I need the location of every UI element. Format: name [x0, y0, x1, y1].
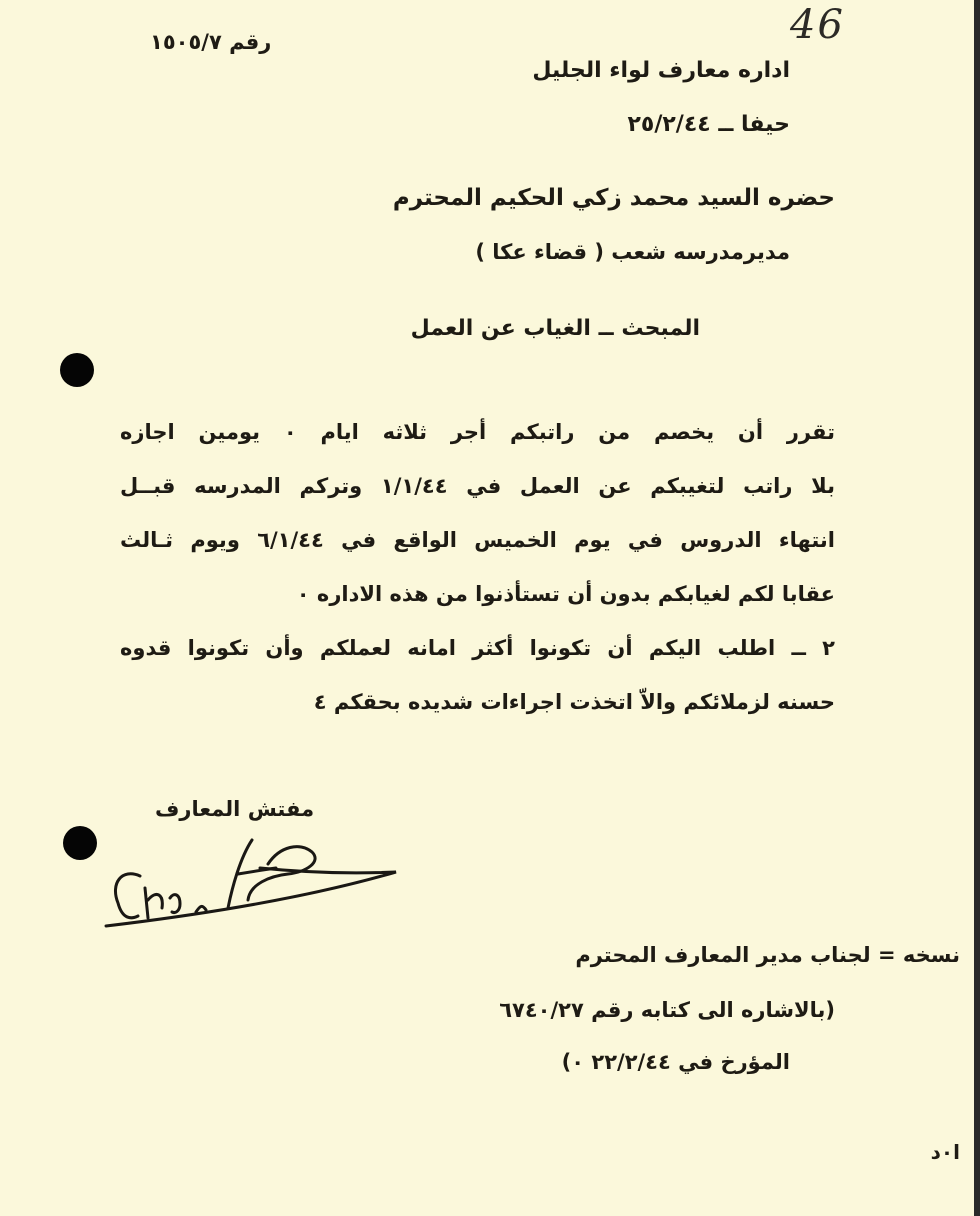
- body-line: انتهاء الدروس في يوم الخميس الواقع في ٦/١/٤٤ ويوم ثـالث: [120, 528, 835, 552]
- addressee-name: حضره السيد محمد زكي الحكيم المحترم: [392, 185, 835, 211]
- scan-edge: [974, 0, 980, 1216]
- copy-date: المؤرخ في ٢٢/٢/٤٤ ٠): [561, 1050, 790, 1074]
- body-line: ٢ ــ اطلب اليكم أن تكونوا أكثر امانه لعملكم وأن تكونوا قدوه: [120, 636, 835, 660]
- signer-title: مفتش المعارف: [155, 797, 315, 821]
- place-date: حيفا ــ ٢٥/٢/٤٤: [627, 112, 790, 137]
- handwritten-signature: [100, 828, 400, 938]
- subject-line: المبحث ــ الغياب عن العمل: [410, 316, 700, 341]
- reference-number: رقم ١٥٠٥/٧: [150, 30, 272, 54]
- department-name: اداره معارف لواء الجليل: [532, 58, 790, 83]
- body-line: تقرر أن يخصم من راتبكم أجر ثلاثه ايام ٠ يومين اجازه: [120, 420, 835, 444]
- copy-recipient: نسخه = لجناب مدير المعارف المحترم: [575, 943, 960, 967]
- copy-reference: (بالاشاره الى كتابه رقم ٦٧٤٠/٢٧: [499, 998, 835, 1022]
- footer-code: ا٠د: [930, 1140, 960, 1164]
- body-line: عقابا لكم لغيابكم بدون أن تستأذنوا من هذه الاداره ٠: [296, 582, 835, 606]
- addressee-role: مديرمدرسه شعب ( قضاء عكا ): [475, 240, 790, 264]
- letter-body: [120, 405, 835, 729]
- page-number: 46: [790, 2, 845, 48]
- punch-hole: [60, 353, 94, 387]
- body-line: بلا راتب لتغيبكم عن العمل في ١/١/٤٤ وتركم المدرسه قبــل: [120, 474, 835, 498]
- punch-hole: [63, 826, 97, 860]
- body-line: حسنه لزملائكم والاّ اتخذت اجراءات شديده بحقكم ٤: [313, 690, 835, 714]
